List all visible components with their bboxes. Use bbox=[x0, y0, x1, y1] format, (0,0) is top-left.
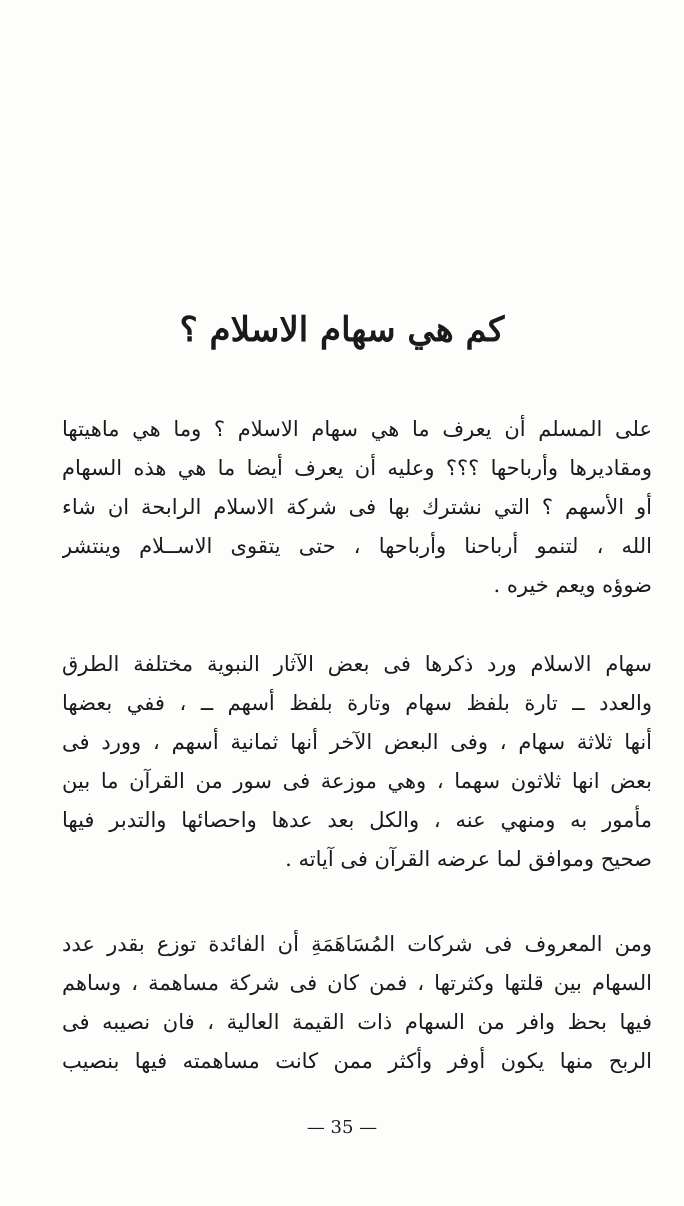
paragraph-2 bbox=[62, 645, 652, 879]
text-line: أنها ثلاثة سهام ، وفى البعض الآخر أنها ثمانية أسهم ، وورد فى bbox=[62, 730, 652, 754]
text-line: ومن المعروف فى شركات المُسَاهَمَةِ أن الفائدة توزع بقدر عدد bbox=[62, 932, 652, 956]
text-line: الله ، لتنمو أرباحنا وأرباحها ، حتى يتقوى الاســلام وينتشر bbox=[62, 534, 652, 558]
text-line: صحيح وموافق لما عرضه القرآن فى آياته . bbox=[285, 847, 652, 871]
paragraph-3 bbox=[62, 925, 652, 1081]
text-line: على المسلم أن يعرف ما هي سهام الاسلام ؟ وما هي ماهيتها bbox=[62, 417, 652, 441]
text-line: سهام الاسلام ورد ذكرها فى بعض الآثار النبوية مختلفة الطرق bbox=[62, 652, 652, 676]
text-line: مأمور به ومنهي عنه ، والكل بعد عدها واحصائها والتدبر فيها bbox=[62, 808, 652, 832]
text-line: والعدد ــ تارة بلفظ سهام وتارة بلفظ أسهم ــ ، ففي بعضها bbox=[62, 691, 652, 715]
text-line: السهام بين قلتها وكثرتها ، فمن كان فى شركة مساهمة ، وساهم bbox=[62, 971, 652, 995]
text-line: ومقاديرها وأرباحها ؟؟؟ وعليه أن يعرف أيضا ما هي هذه السهام bbox=[62, 456, 652, 480]
text-line: الربح منها يكون أوفر وأكثر ممن كانت مساهمته فيها بنصيب bbox=[62, 1049, 652, 1073]
text-line: أو الأسهم ؟ التي نشترك بها فى شركة الاسلام الرابحة ان شاء bbox=[62, 495, 652, 519]
text-line: ضوؤه ويعم خيره . bbox=[493, 573, 652, 597]
page-title: كم هي سهام الاسلام ؟ bbox=[179, 310, 505, 350]
text-line: فيها بحظ وافر من السهام ذات القيمة العالية ، فان نصيبه فى bbox=[62, 1010, 652, 1034]
text-line: بعض انها ثلاثون سهما ، وهي موزعة فى سور من القرآن ما بين bbox=[62, 769, 652, 793]
paragraph-1 bbox=[62, 410, 652, 605]
page-number: — 35 — bbox=[306, 1117, 378, 1138]
